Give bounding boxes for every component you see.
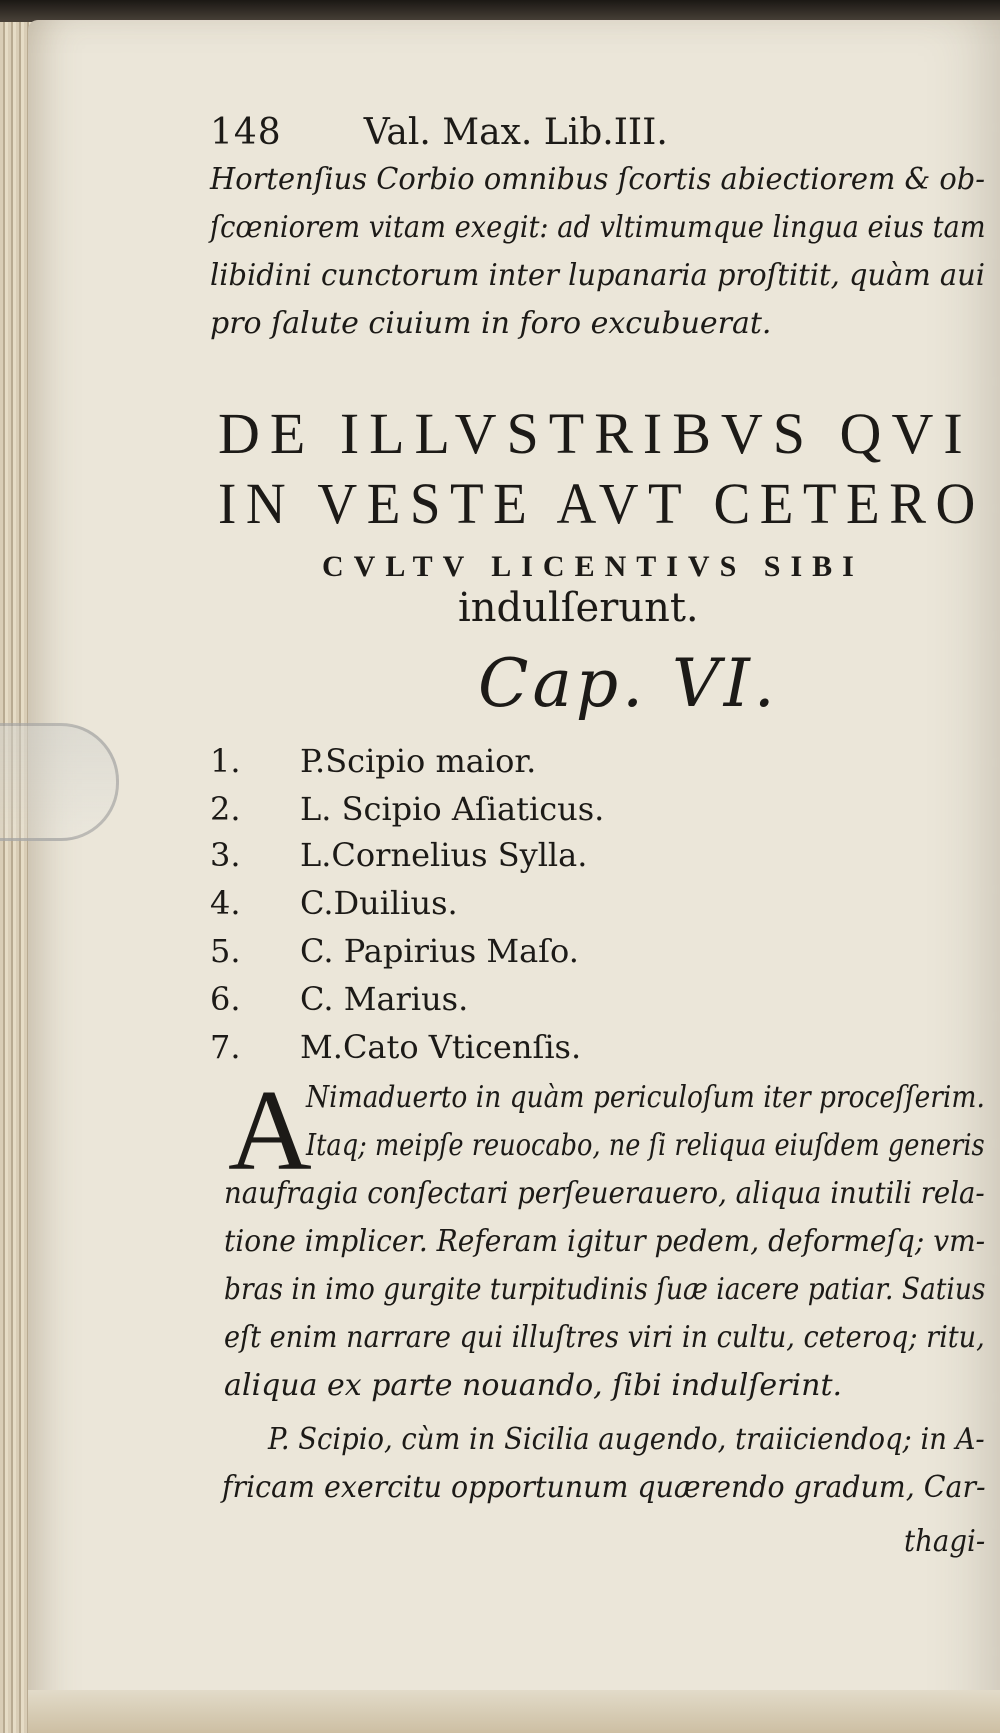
drop-cap: A [228,1067,312,1195]
catchword: thagi- [904,1524,986,1559]
toc-item [210,980,468,1018]
text-line: aliqua ex parte nouando, ſibi indulſerint. [224,1368,843,1403]
toc-number: 2. [210,790,241,828]
text-line: fricam exercitu opportunum quærendo gradum, Car- [222,1470,986,1505]
toc-name: C. Papirius Maſo. [300,932,579,970]
chapter-title-line-1: DE ILLVSTRIBVS QVI [218,401,973,466]
text-line: libidini cunctorum inter lupanaria proſtitit, quàm aui [210,258,985,293]
running-title: Val. Max. Lib.III. [363,112,668,153]
toc-item [210,790,604,828]
toc-name: P.Scipio maior. [300,742,537,780]
text-line: Nimaduerto in quàm periculoſum iter proceſſerim. [306,1080,985,1115]
text-line: naufragia conſectari perſeuerauero, aliqua inutili rela- [224,1176,985,1211]
toc-name: L. Scipio Aſiaticus. [300,790,605,828]
text-line: Hortenſius Corbio omnibus ſcortis abiectiorem & ob- [210,162,986,197]
text-line: tione implicer. Referam igitur pedem, deformeſq; vm- [224,1224,986,1259]
page-number: 148 [210,112,282,153]
text-line: P. Scipio, cùm in Sicilia augendo, traiiciendoq; in A- [268,1422,985,1457]
text-line: eſt enim narrare qui illuſtres viri in cultu, ceteroq; ritu, [224,1320,985,1355]
text-line: Itaq; meipſe reuocabo, ne ſi reliqua eiuſdem generis [306,1128,985,1163]
toc-number: 6. [210,980,241,1018]
chapter-title-line-4: indulſerunt. [458,585,699,631]
chapter-title-line-3: CVLTV LICENTIVS SIBI [322,550,864,583]
text-line: bras in imo gurgite turpitudinis ſuæ iacere patiar. Satius [224,1272,986,1307]
toc-item [210,742,536,780]
text-line: pro ſalute ciuium in foro excubuerat. [210,306,772,341]
toc-name: C. Marius. [300,980,469,1018]
toc-item [210,1028,581,1066]
toc-item [210,836,587,874]
toc-name: C.Duilius. [300,884,458,922]
toc-number: 4. [210,884,241,922]
toc-name: M.Cato Vticenſis. [300,1028,582,1066]
text-line: ſcœniorem vitam exegit: ad vltimumque lingua eius tam [210,210,986,245]
toc-item [210,932,579,970]
chapter-title-line-2: IN VESTE AVT CETERO [218,471,985,536]
toc-number: 5. [210,932,241,970]
toc-number: 7. [210,1028,241,1066]
toc-number: 1. [210,742,241,780]
running-header [210,112,668,153]
chapter-label: Cap. VI. [478,645,779,722]
toc-name: L.Cornelius Sylla. [300,836,588,874]
toc-number: 3. [210,836,241,874]
toc-item [210,884,458,922]
